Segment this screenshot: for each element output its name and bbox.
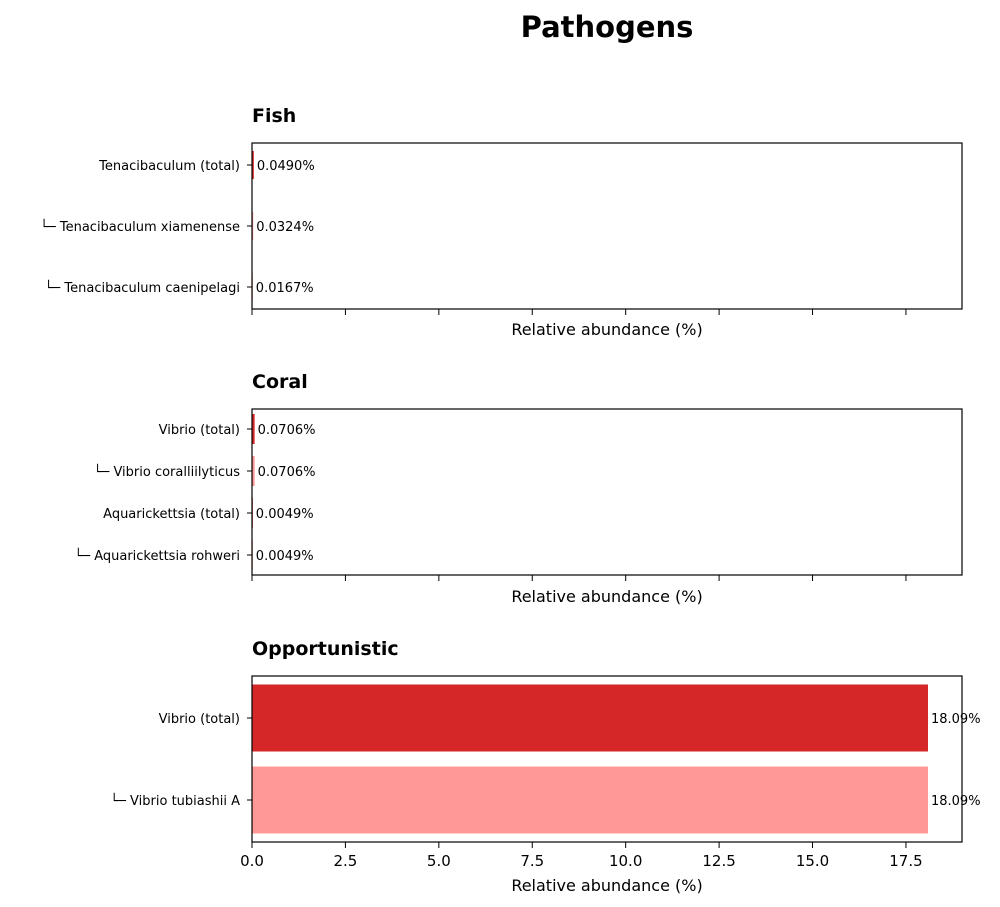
category-label: Vibrio (total) bbox=[158, 712, 240, 727]
x-tick-label: 12.5 bbox=[702, 852, 736, 870]
category-label: └─ Vibrio tubiashii A bbox=[110, 794, 240, 809]
category-label: └─ Tenacibaculum xiamenense bbox=[40, 220, 240, 235]
data-label: 0.0706% bbox=[257, 423, 316, 438]
panels bbox=[40, 105, 980, 895]
x-tick-label: 17.5 bbox=[889, 852, 923, 870]
panel-opportunistic bbox=[110, 638, 980, 895]
x-tick-label: 7.5 bbox=[520, 852, 545, 870]
data-label: 18.09% bbox=[930, 794, 981, 809]
category-label: └─ Tenacibaculum caenipelagi bbox=[44, 281, 240, 296]
category-label: Tenacibaculum (total) bbox=[99, 159, 240, 174]
x-tick-label: 10.0 bbox=[608, 852, 643, 870]
x-axis-label: Relative abundance (%) bbox=[511, 587, 703, 606]
panel-coral bbox=[74, 371, 962, 606]
axes-frame bbox=[252, 409, 962, 575]
x-tick-label: 0.0 bbox=[240, 852, 264, 870]
data-label: 0.0706% bbox=[257, 465, 316, 480]
data-label: 0.0049% bbox=[255, 507, 314, 522]
data-label: 18.09% bbox=[930, 712, 981, 727]
data-label: 0.0167% bbox=[255, 281, 314, 296]
x-tick-label: 5.0 bbox=[426, 852, 451, 870]
x-axis-label: Relative abundance (%) bbox=[511, 876, 703, 895]
category-label: Vibrio (total) bbox=[158, 423, 240, 438]
bar bbox=[252, 767, 928, 834]
data-label: 0.0324% bbox=[256, 220, 315, 235]
category-label: Aquarickettsia (total) bbox=[103, 507, 240, 522]
data-label: 0.0490% bbox=[256, 159, 315, 174]
x-axis-label: Relative abundance (%) bbox=[511, 320, 703, 339]
panel-title: Coral bbox=[252, 371, 308, 393]
chart-title: Pathogens bbox=[520, 10, 694, 44]
panel-fish bbox=[40, 105, 962, 339]
category-label: └─ Aquarickettsia rohweri bbox=[74, 549, 240, 564]
category-label: └─ Vibrio coralliilyticus bbox=[93, 465, 240, 480]
data-label: 0.0049% bbox=[255, 549, 314, 564]
panel-title: Opportunistic bbox=[252, 638, 399, 660]
x-tick-label: 2.5 bbox=[333, 852, 358, 870]
x-tick-label: 15.0 bbox=[795, 852, 830, 870]
bar bbox=[252, 685, 928, 752]
panel-title: Fish bbox=[252, 105, 297, 127]
axes-frame bbox=[252, 143, 962, 309]
